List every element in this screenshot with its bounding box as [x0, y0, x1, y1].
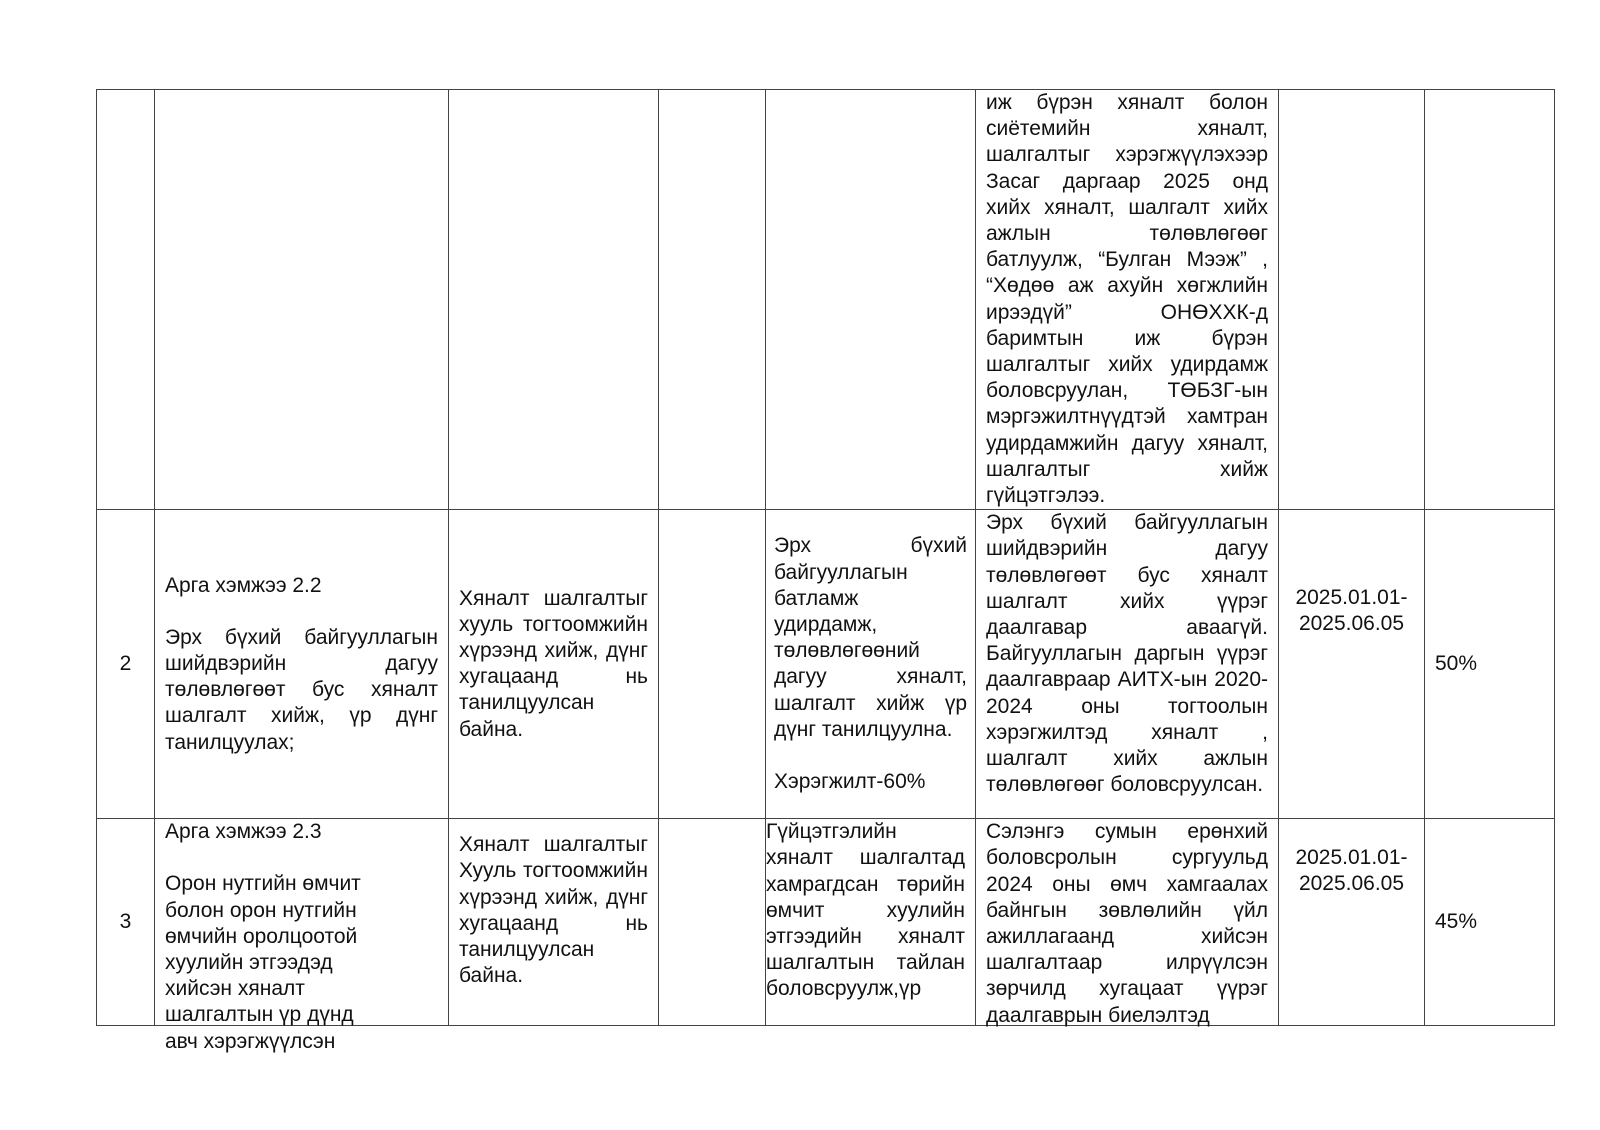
empty-cell	[659, 90, 766, 510]
target-cell	[766, 819, 976, 1026]
measure-text: Орон нутгийн өмчит болон орон нутгийн өмчийн оролцоотой хуулийн этгээдэд хийсэн хяналт шалгалтын үр дүнд авч хэрэгжүүлсэн	[165, 872, 361, 1053]
measure-title: Арга хэмжээ 2.3	[165, 820, 322, 844]
target-cell	[766, 510, 976, 819]
empty-cell	[659, 510, 766, 819]
row-number: 2	[97, 510, 155, 819]
criteria-cell	[449, 819, 659, 1026]
table-row	[97, 90, 1555, 510]
progress-cell: Эрх бүхий байгууллагын шийдвэрийн дагуу төлөвлөгөөт бус хяналт шалгалт хийх үүрэг даалгавар аваагүй. Байгууллагын даргын үүрэг даалгавраар АИТХ-ын 2020-2024 оны тогтоолын хэрэгжилтэд хяналт , шалгалт хийх ажлын төлөвлөгөөг боловсруулсан.	[976, 510, 1279, 819]
measure-cell	[155, 90, 449, 510]
measure-title: Арга хэмжээ 2.2	[165, 573, 322, 597]
measure-cell	[155, 510, 449, 819]
criteria-text: Хяналт шалгалтыг Хууль тогтоомжийн хүрээнд хийж, дүнг хугацаанд нь танилцуулсан байна.	[459, 833, 648, 988]
percent-cell: 45%	[1425, 819, 1555, 1026]
report-table	[96, 89, 1555, 1053]
measure-cell	[155, 819, 449, 1053]
criteria-cell	[449, 90, 659, 510]
percent-cell	[1425, 90, 1555, 510]
target-text: Эрх бүхий байгууллагын батламж удирдамж, төлөвлөгөөний дагуу хяналт, шалгалт хийж үр дүнг танилцуулна.	[774, 534, 967, 741]
row-number: 3	[97, 819, 155, 1026]
period-cell: 2025.01.01-2025.06.05	[1279, 510, 1425, 819]
period-cell	[1279, 90, 1425, 510]
target-cell	[766, 90, 976, 510]
measure-text: Эрх бүхий байгууллагын шийдвэрийн дагуу төлөвлөгөөт бус хяналт шалгалт хийж, үр дүнг танилцуулах;	[165, 625, 438, 754]
table-row	[97, 819, 1555, 1026]
progress-cell: иж бүрэн хяналт болон сиётемийн хяналт, шалгалтыг хэрэгжүүлэхээр Засаг даргаар 2025 онд хийх хяналт, шалгалт хийх ажлын төлөвлөгөөг батлуулж, “Булган Мээж” , “Хөдөө аж ахуйн хөгжлийн ирээдүй” ОНӨХХК-д баримтын иж бүрэн шалгалтыг хийх удирдамж боловсруулан, ТӨБЗГ-ын мэргэжилтнүүдтэй хамтран удирдамжийн дагуу хяналт, шалгалтыг хийж гүйцэтгэлээ.	[976, 90, 1279, 510]
progress-cell	[976, 819, 1279, 1026]
criteria-cell: Хяналт шалгалтыг хууль тогтоомжийн хүрээнд хийж, дүнг хугацаанд нь танилцуулсан байна.	[449, 510, 659, 819]
target-note: Хэрэгжилт-60%	[774, 769, 926, 793]
percent-cell: 50%	[1425, 510, 1555, 819]
progress-text: Сэлэнгэ сумын ерөнхий боловсролын сургуульд 2024 оны өмч хамгаалах байнгын зөвлөлийн үйл ажиллагаанд хийсэн шалгалтаар илрүүлсэн зөрчилд хугацаат үүрэг даалгаврын биелэлтэд	[986, 820, 1268, 1027]
table-row	[97, 510, 1555, 819]
row-number	[97, 90, 155, 510]
target-text: Гүйцэтгэлийн хяналт шалгалтад хамрагдсан төрийн өмчит хуулийн этгээдийн хяналт шалгалтын тайлан боловсруулж,үр	[766, 820, 965, 1001]
empty-cell	[659, 819, 766, 1026]
period-cell: 2025.01.01-2025.06.05	[1279, 819, 1425, 1026]
